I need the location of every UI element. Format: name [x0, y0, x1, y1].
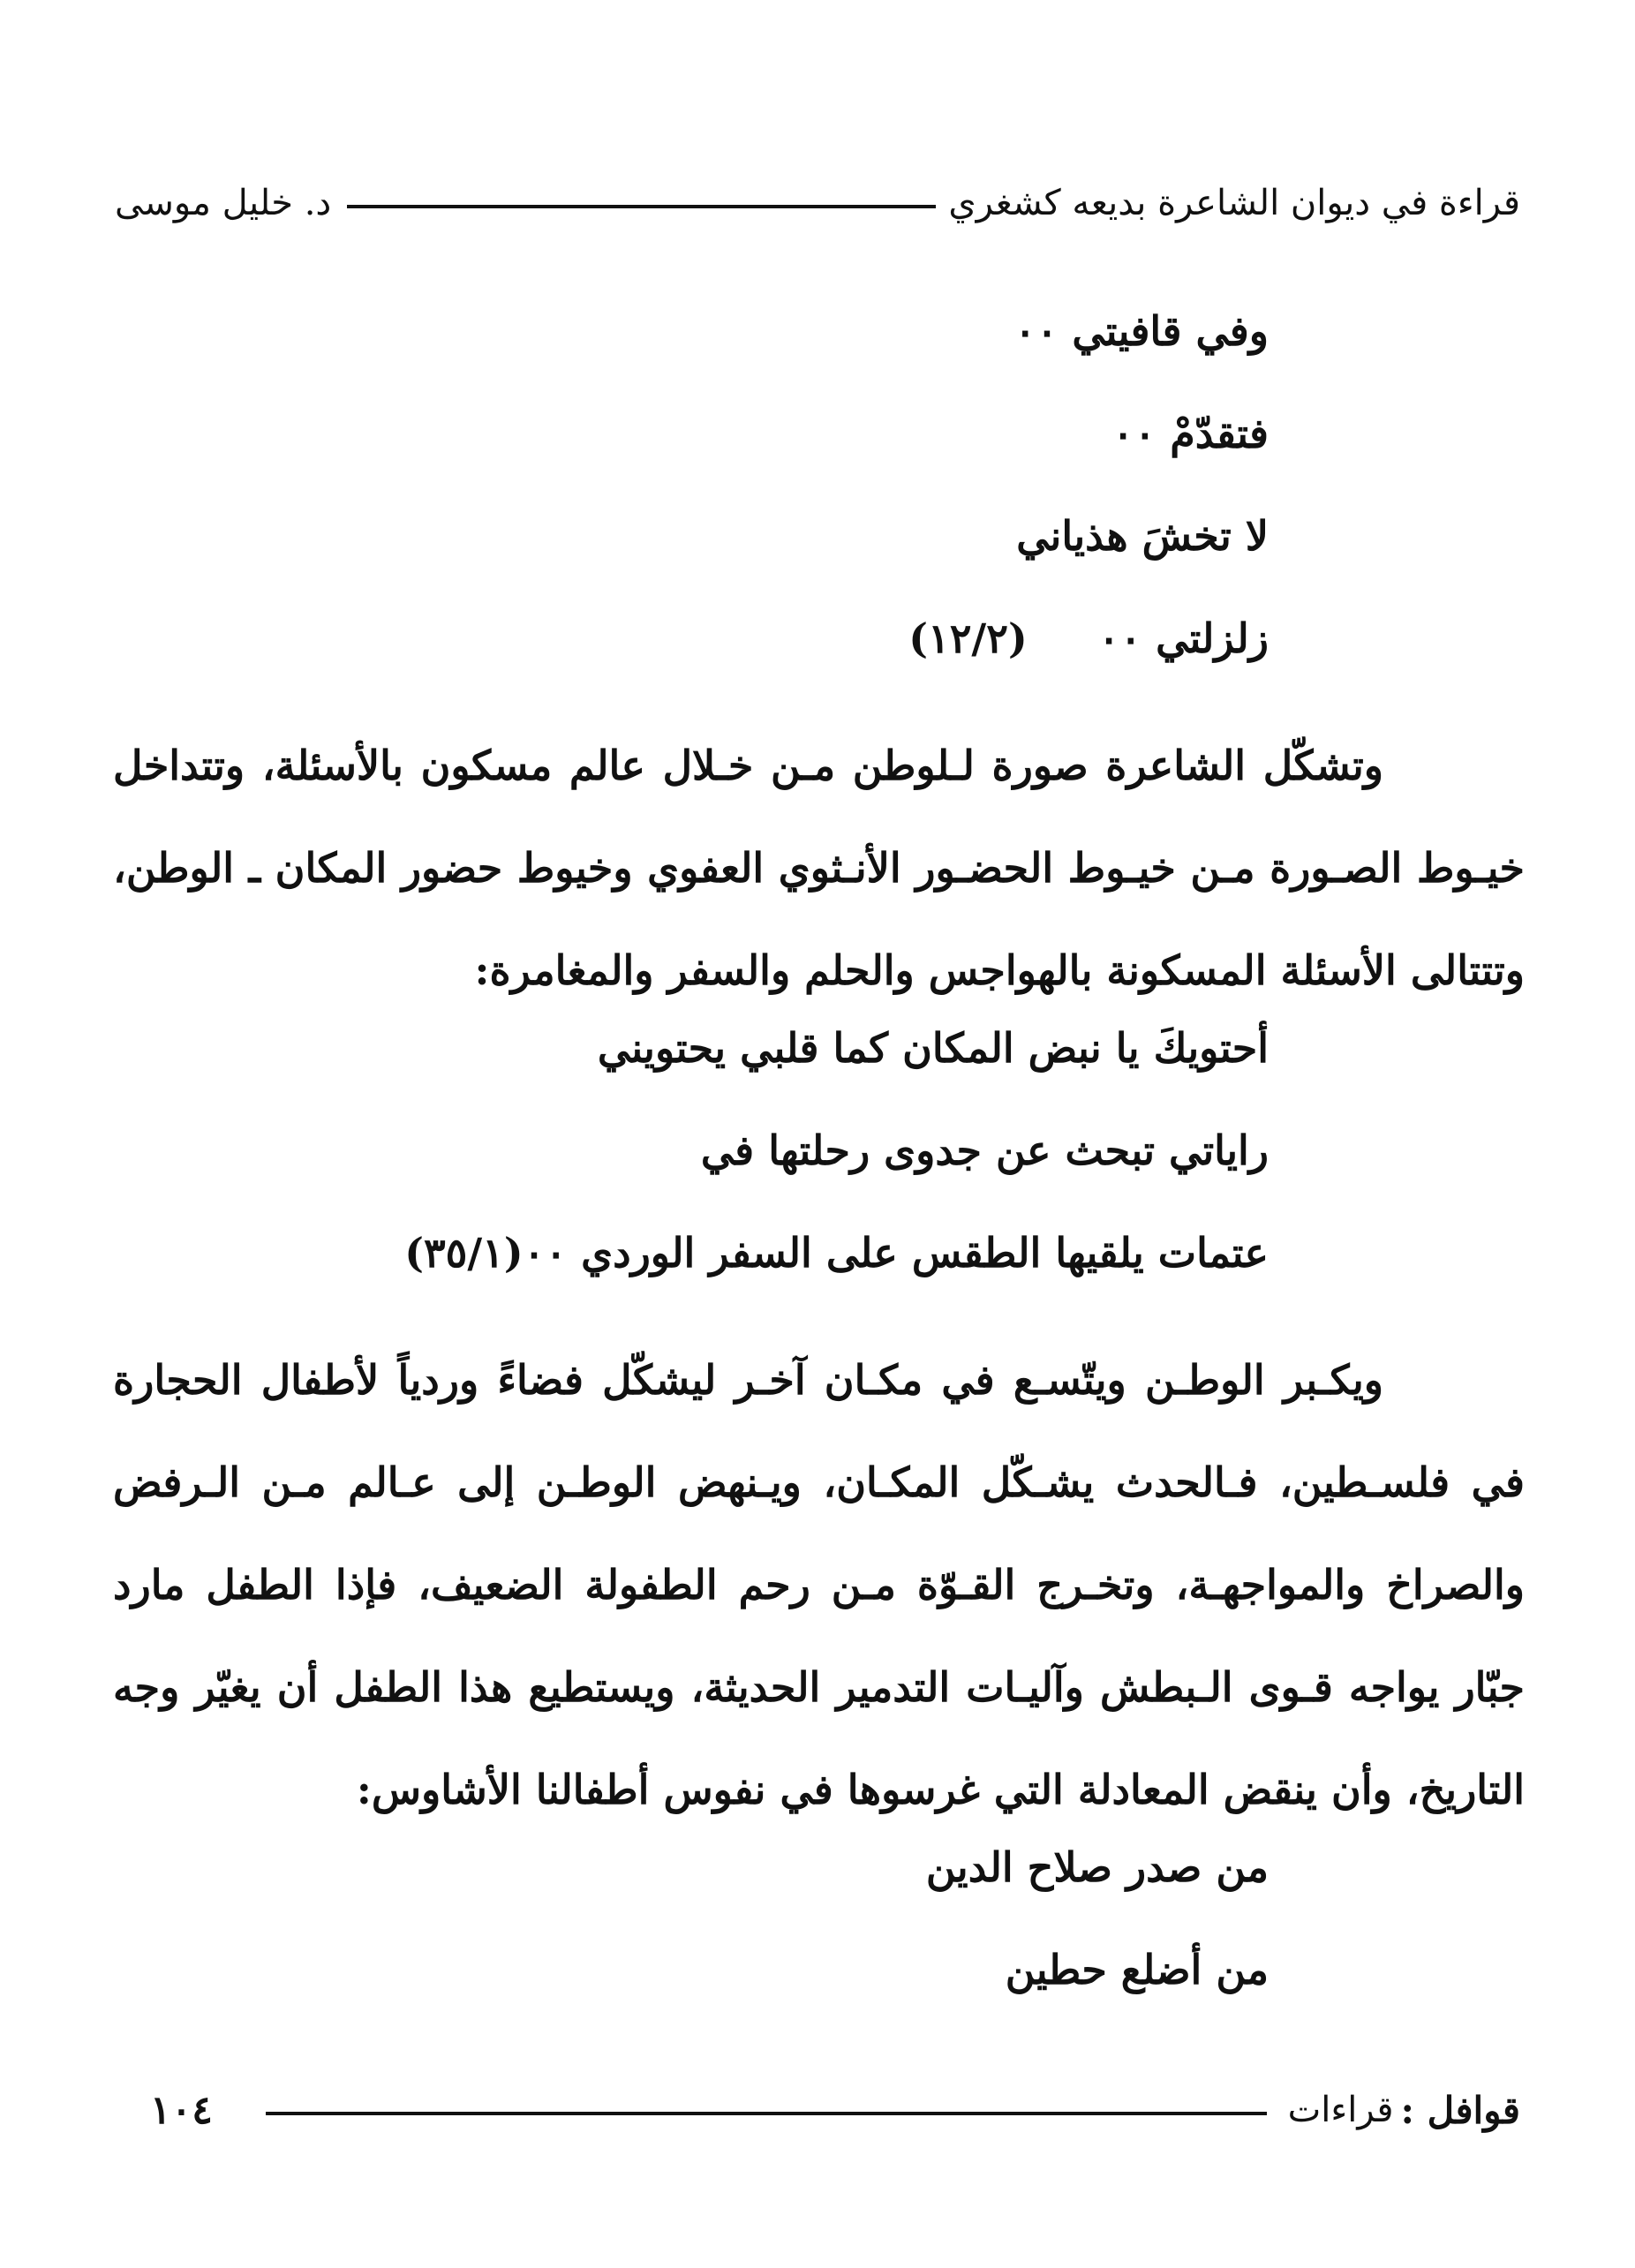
- verse-citation: (١٢/٢): [908, 614, 1028, 662]
- verse-line-with-citation: [113, 612, 1269, 714]
- verse-line: أحتويكَ يا نبض المكان كما قلبي يحتويني: [597, 1024, 1269, 1072]
- verse-line: من أضلع حطين: [1005, 1946, 1269, 1993]
- verse-line: وفي قافيتي ٠٠: [1013, 307, 1269, 355]
- running-header-author: د. خليل موسى: [115, 183, 332, 223]
- running-footer: [150, 2079, 1520, 2141]
- verse-line: من صدر صلاح الدين: [925, 1843, 1269, 1891]
- paragraph: ويكـبر الوطـن ويتّسـع في مكـان آخـر ليشكّل فضاءً وردياً لأطفال الحجارة في فلسـطين، فـالحدث يشـكّل المكـان، ويـنهض الوطـن إلى عـالم مـن الـرفض والصراخ والمواجهـة، وتخـرج القـوّة مـن رحم الطفولة الضعيف، فإذا الطفل مارد جبّار يواجه قـوى الـبطش وآليـات التدمير الحديثة، ويستطيع هذا الطفل أن يغيّر وجه التاريخ، وأن ينقض المعادلة التي غرسوها في نفوس أطفالنا الأشاوس:: [113, 1356, 1525, 1813]
- footer-section-name: قراءات: [1287, 2090, 1394, 2130]
- header-rule: [347, 205, 936, 208]
- footer-journal-name: قوافل :: [1400, 2088, 1520, 2132]
- page-number: ١٠٤: [150, 2087, 213, 2133]
- paragraph: وتشكّل الشاعرة صورة لـلوطن مـن خـلال عالم مسكون بالأسئلة، وتتداخل خيـوط الصـورة مـن خيـوط الحضـور الأنـثوي العفوي وخيوط حضور المكان ـ الوطن، وتتتالى الأسئلة المسكونة بالهواجس والحلم والسفر والمغامرة:: [113, 742, 1525, 994]
- verse-line: لا تخشَ هذياني: [1016, 512, 1269, 560]
- body-text: [113, 305, 1525, 2046]
- running-header-title: قراءة في ديوان الشاعرة بديعه كشغري: [948, 183, 1520, 223]
- verse-line: زلزلتي ٠٠: [1097, 614, 1269, 662]
- verse-line: فتقدّمْ ٠٠: [1111, 410, 1269, 457]
- running-header: [115, 172, 1520, 234]
- verse-line: عتمات يلقيها الطقس على السفر الوردي ٠٠(٣٥/١): [404, 1229, 1269, 1277]
- footer-rule: [266, 2112, 1267, 2115]
- verse-line: راياتي تبحث عن جدوى رحلتها في: [700, 1126, 1269, 1174]
